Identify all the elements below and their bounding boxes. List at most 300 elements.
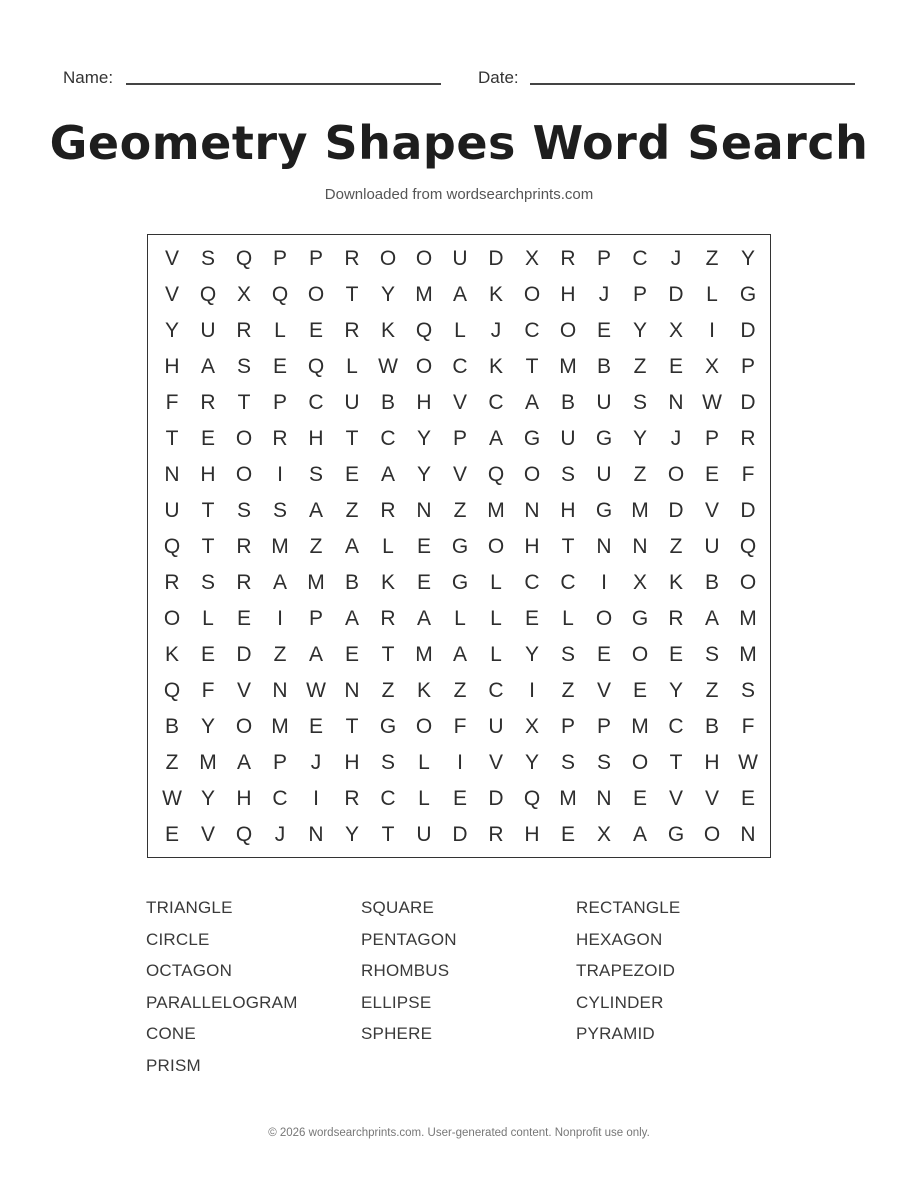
grid-letter[interactable]: R: [560, 247, 576, 270]
grid-letter[interactable]: L: [454, 319, 466, 342]
grid-letter[interactable]: Z: [345, 499, 359, 522]
grid-letter[interactable]: E: [632, 679, 647, 702]
grid-letter[interactable]: S: [308, 463, 323, 486]
grid-letter[interactable]: K: [668, 571, 683, 594]
grid-letter[interactable]: C: [488, 391, 504, 414]
name-field-line[interactable]: [126, 83, 441, 85]
grid-letter[interactable]: H: [704, 751, 720, 774]
grid-letter[interactable]: R: [344, 319, 360, 342]
grid-letter[interactable]: R: [200, 391, 216, 414]
grid-letter[interactable]: S: [740, 679, 755, 702]
grid-letter[interactable]: C: [308, 391, 324, 414]
name-label: Name:: [63, 68, 114, 87]
grid-letter[interactable]: G: [523, 427, 541, 450]
grid-letter[interactable]: U: [416, 823, 432, 846]
grid-letter[interactable]: A: [380, 463, 395, 486]
grid-letter[interactable]: U: [596, 463, 612, 486]
grid-letter[interactable]: V: [452, 463, 467, 486]
grid-letter[interactable]: O: [523, 463, 541, 486]
grid-letter[interactable]: Z: [273, 643, 287, 666]
grid-letter[interactable]: E: [416, 535, 431, 558]
grid-letter[interactable]: N: [344, 679, 360, 702]
grid-letter[interactable]: X: [632, 571, 647, 594]
grid-letter[interactable]: N: [668, 391, 684, 414]
grid-letter[interactable]: H: [236, 787, 252, 810]
grid-letter[interactable]: Q: [235, 823, 253, 846]
grid-letter[interactable]: G: [379, 715, 397, 738]
grid-letter[interactable]: T: [345, 427, 359, 450]
grid-letter[interactable]: O: [415, 715, 433, 738]
grid-letter[interactable]: U: [344, 391, 360, 414]
grid-letter[interactable]: O: [379, 247, 397, 270]
grid-letter[interactable]: W: [738, 751, 758, 774]
grid-letter[interactable]: D: [236, 643, 252, 666]
grid-letter[interactable]: Y: [524, 751, 539, 774]
grid-letter[interactable]: O: [487, 535, 505, 558]
grid-letter[interactable]: A: [524, 391, 539, 414]
grid-letter[interactable]: A: [308, 499, 323, 522]
grid-letter[interactable]: T: [669, 751, 683, 774]
grid-letter[interactable]: H: [308, 427, 324, 450]
grid-letter[interactable]: R: [164, 571, 180, 594]
grid-letter[interactable]: O: [595, 607, 613, 630]
grid-letter[interactable]: G: [595, 499, 613, 522]
grid-letter[interactable]: H: [344, 751, 360, 774]
grid-letter[interactable]: Z: [381, 679, 395, 702]
grid-letter[interactable]: E: [236, 607, 251, 630]
puzzle-grid: [154, 241, 766, 853]
grid-letter[interactable]: T: [237, 391, 251, 414]
grid-letter[interactable]: P: [596, 247, 611, 270]
grid-letter[interactable]: C: [272, 787, 288, 810]
grid-letter[interactable]: P: [308, 247, 323, 270]
grid-letter[interactable]: N: [596, 787, 612, 810]
grid-letter[interactable]: E: [308, 319, 323, 342]
grid-letter[interactable]: W: [162, 787, 182, 810]
grid-letter[interactable]: Y: [416, 463, 431, 486]
grid-letter[interactable]: E: [272, 355, 287, 378]
grid-letter[interactable]: A: [200, 355, 215, 378]
grid-letter[interactable]: V: [200, 823, 215, 846]
grid-letter[interactable]: N: [416, 499, 432, 522]
grid-letter[interactable]: C: [380, 427, 396, 450]
grid-letter[interactable]: Q: [307, 355, 325, 378]
grid-letter[interactable]: J: [598, 283, 610, 306]
grid-letter[interactable]: M: [559, 787, 577, 810]
grid-letter[interactable]: K: [380, 571, 395, 594]
grid-letter[interactable]: M: [307, 571, 325, 594]
grid-letter[interactable]: L: [346, 355, 358, 378]
grid-letter[interactable]: O: [235, 715, 253, 738]
grid-letter[interactable]: L: [490, 571, 502, 594]
grid-letter[interactable]: P: [704, 427, 719, 450]
grid-letter[interactable]: N: [740, 823, 756, 846]
grid-letter[interactable]: M: [631, 715, 649, 738]
grid-letter[interactable]: R: [740, 427, 756, 450]
grid-letter[interactable]: J: [274, 823, 286, 846]
grid-letter[interactable]: S: [236, 355, 251, 378]
grid-letter[interactable]: D: [668, 283, 684, 306]
grid-letter[interactable]: Q: [163, 679, 181, 702]
grid-letter[interactable]: X: [524, 247, 539, 270]
grid-letter[interactable]: V: [668, 787, 683, 810]
grid-letter[interactable]: E: [416, 571, 431, 594]
grid-letter[interactable]: T: [525, 355, 539, 378]
grid-letter[interactable]: Y: [344, 823, 359, 846]
grid-letter[interactable]: H: [524, 823, 540, 846]
grid-letter[interactable]: B: [380, 391, 395, 414]
grid-letter[interactable]: M: [559, 355, 577, 378]
grid-letter[interactable]: Y: [740, 247, 755, 270]
grid-letter[interactable]: U: [560, 427, 576, 450]
grid-letter[interactable]: V: [164, 283, 179, 306]
grid-letter[interactable]: Y: [524, 643, 539, 666]
grid-letter[interactable]: I: [529, 679, 535, 702]
grid-letter[interactable]: M: [415, 283, 433, 306]
grid-letter[interactable]: Q: [523, 787, 541, 810]
grid-letter[interactable]: T: [381, 643, 395, 666]
grid-letter[interactable]: E: [668, 643, 683, 666]
word-list-item: CYLINDER: [576, 992, 664, 1012]
grid-letter[interactable]: Q: [271, 283, 289, 306]
grid-letter[interactable]: A: [452, 283, 467, 306]
grid-letter[interactable]: W: [378, 355, 398, 378]
grid-letter[interactable]: M: [487, 499, 505, 522]
grid-letter[interactable]: O: [415, 355, 433, 378]
word-list-item: RHOMBUS: [361, 961, 450, 981]
grid-letter[interactable]: R: [272, 427, 288, 450]
grid-letter[interactable]: D: [740, 391, 756, 414]
grid-letter[interactable]: F: [453, 715, 467, 738]
grid-letter[interactable]: O: [703, 823, 721, 846]
grid-letter[interactable]: K: [488, 283, 503, 306]
grid-letter[interactable]: P: [308, 607, 323, 630]
grid-letter[interactable]: A: [488, 427, 503, 450]
grid-letter[interactable]: B: [596, 355, 611, 378]
grid-letter[interactable]: G: [451, 535, 469, 558]
grid-letter[interactable]: V: [704, 787, 719, 810]
grid-letter[interactable]: Y: [380, 283, 395, 306]
grid-letter[interactable]: E: [668, 355, 683, 378]
grid-letter[interactable]: M: [415, 643, 433, 666]
grid-letter[interactable]: D: [740, 319, 756, 342]
grid-letter[interactable]: Y: [632, 319, 647, 342]
grid-letter[interactable]: T: [345, 715, 359, 738]
grid-letter[interactable]: F: [201, 679, 215, 702]
grid-letter[interactable]: M: [631, 499, 649, 522]
grid-letter[interactable]: N: [308, 823, 324, 846]
grid-letter[interactable]: D: [488, 247, 504, 270]
grid-letter[interactable]: E: [632, 787, 647, 810]
grid-letter[interactable]: X: [524, 715, 539, 738]
grid-letter[interactable]: U: [200, 319, 216, 342]
grid-letter[interactable]: I: [601, 571, 607, 594]
grid-letter[interactable]: P: [632, 283, 647, 306]
grid-letter[interactable]: Y: [668, 679, 683, 702]
grid-letter[interactable]: N: [632, 535, 648, 558]
grid-letter[interactable]: P: [560, 715, 575, 738]
grid-letter[interactable]: I: [277, 463, 283, 486]
grid-letter[interactable]: H: [164, 355, 180, 378]
grid-letter[interactable]: I: [313, 787, 319, 810]
grid-letter[interactable]: O: [235, 427, 253, 450]
grid-letter[interactable]: A: [236, 751, 251, 774]
grid-letter[interactable]: E: [596, 643, 611, 666]
grid-letter[interactable]: B: [560, 391, 575, 414]
grid-letter[interactable]: E: [704, 463, 719, 486]
grid-letter[interactable]: L: [706, 283, 718, 306]
word-list-item: PRISM: [146, 1055, 201, 1075]
grid-letter[interactable]: R: [344, 247, 360, 270]
grid-letter[interactable]: F: [741, 463, 755, 486]
grid-letter[interactable]: A: [704, 607, 719, 630]
grid-letter[interactable]: D: [668, 499, 684, 522]
grid-letter[interactable]: G: [595, 427, 613, 450]
grid-letter[interactable]: O: [559, 319, 577, 342]
grid-letter[interactable]: Y: [164, 319, 179, 342]
grid-letter[interactable]: U: [452, 247, 468, 270]
grid-letter[interactable]: X: [668, 319, 683, 342]
grid-letter[interactable]: S: [704, 643, 719, 666]
grid-letter[interactable]: O: [631, 751, 649, 774]
grid-letter[interactable]: E: [200, 643, 215, 666]
grid-letter[interactable]: C: [452, 355, 468, 378]
grid-letter[interactable]: N: [164, 463, 180, 486]
grid-letter[interactable]: V: [488, 751, 503, 774]
grid-letter[interactable]: S: [380, 751, 395, 774]
grid-letter[interactable]: G: [631, 607, 649, 630]
grid-letter[interactable]: A: [308, 643, 323, 666]
grid-letter[interactable]: V: [236, 679, 251, 702]
grid-letter[interactable]: L: [418, 787, 430, 810]
grid-letter[interactable]: Z: [561, 679, 575, 702]
grid-letter[interactable]: R: [488, 823, 504, 846]
grid-letter[interactable]: I: [277, 607, 283, 630]
grid-letter[interactable]: H: [416, 391, 432, 414]
grid-letter[interactable]: Y: [200, 715, 215, 738]
grid-letter[interactable]: S: [560, 643, 575, 666]
grid-letter[interactable]: E: [344, 463, 359, 486]
grid-letter[interactable]: X: [596, 823, 611, 846]
grid-letter[interactable]: R: [236, 319, 252, 342]
grid-letter[interactable]: N: [596, 535, 612, 558]
grid-letter[interactable]: V: [596, 679, 611, 702]
grid-letter[interactable]: F: [741, 715, 755, 738]
grid-letter[interactable]: Q: [235, 247, 253, 270]
grid-letter[interactable]: Z: [633, 463, 647, 486]
grid-letter[interactable]: E: [344, 643, 359, 666]
grid-letter[interactable]: N: [272, 679, 288, 702]
grid-letter[interactable]: Z: [705, 247, 719, 270]
grid-letter[interactable]: P: [596, 715, 611, 738]
grid-letter[interactable]: U: [704, 535, 720, 558]
grid-letter[interactable]: I: [709, 319, 715, 342]
grid-letter[interactable]: T: [381, 823, 395, 846]
grid-letter[interactable]: G: [667, 823, 685, 846]
grid-letter[interactable]: O: [739, 571, 757, 594]
grid-letter[interactable]: F: [165, 391, 179, 414]
grid-letter[interactable]: B: [164, 715, 179, 738]
grid-letter[interactable]: X: [704, 355, 719, 378]
grid-letter[interactable]: L: [490, 643, 502, 666]
grid-letter[interactable]: J: [670, 247, 682, 270]
grid-letter[interactable]: R: [236, 535, 252, 558]
grid-letter[interactable]: E: [452, 787, 467, 810]
grid-letter[interactable]: V: [704, 499, 719, 522]
grid-letter[interactable]: E: [740, 787, 755, 810]
grid-letter[interactable]: S: [560, 463, 575, 486]
grid-letter[interactable]: H: [560, 499, 576, 522]
grid-letter[interactable]: Q: [739, 535, 757, 558]
grid-letter[interactable]: A: [452, 643, 467, 666]
grid-letter[interactable]: M: [199, 751, 217, 774]
grid-letter[interactable]: L: [454, 607, 466, 630]
grid-letter[interactable]: Y: [632, 427, 647, 450]
grid-letter[interactable]: Y: [200, 787, 215, 810]
grid-letter[interactable]: W: [702, 391, 722, 414]
grid-letter[interactable]: Z: [453, 679, 467, 702]
word-list: [146, 898, 791, 1088]
grid-letter[interactable]: A: [416, 607, 431, 630]
grid-letter[interactable]: S: [596, 751, 611, 774]
grid-letter[interactable]: B: [704, 571, 719, 594]
date-field-line[interactable]: [530, 83, 855, 85]
grid-letter[interactable]: C: [560, 571, 576, 594]
grid-letter[interactable]: D: [740, 499, 756, 522]
grid-letter[interactable]: Z: [669, 535, 683, 558]
word-list-item: OCTAGON: [146, 961, 233, 981]
grid-letter[interactable]: C: [524, 571, 540, 594]
grid-letter[interactable]: L: [274, 319, 286, 342]
grid-letter[interactable]: O: [523, 283, 541, 306]
grid-letter[interactable]: M: [271, 715, 289, 738]
grid-letter[interactable]: T: [201, 499, 215, 522]
grid-letter[interactable]: Z: [453, 499, 467, 522]
grid-letter[interactable]: I: [457, 751, 463, 774]
grid-letter[interactable]: Q: [163, 535, 181, 558]
grid-letter[interactable]: A: [632, 823, 647, 846]
grid-letter[interactable]: E: [596, 319, 611, 342]
grid-letter[interactable]: A: [344, 607, 359, 630]
grid-letter[interactable]: E: [200, 427, 215, 450]
grid-letter[interactable]: S: [272, 499, 287, 522]
grid-letter[interactable]: Z: [165, 751, 179, 774]
grid-letter[interactable]: Y: [416, 427, 431, 450]
grid-letter[interactable]: O: [667, 463, 685, 486]
grid-letter[interactable]: L: [382, 535, 394, 558]
grid-letter[interactable]: D: [488, 787, 504, 810]
grid-letter[interactable]: C: [524, 319, 540, 342]
grid-letter[interactable]: T: [165, 427, 179, 450]
grid-letter[interactable]: X: [236, 283, 251, 306]
grid-letter[interactable]: E: [164, 823, 179, 846]
grid-letter[interactable]: V: [164, 247, 179, 270]
grid-letter[interactable]: Q: [199, 283, 217, 306]
grid-letter[interactable]: G: [451, 571, 469, 594]
grid-letter[interactable]: J: [310, 751, 322, 774]
grid-letter[interactable]: N: [524, 499, 540, 522]
grid-letter[interactable]: L: [490, 607, 502, 630]
grid-letter[interactable]: A: [344, 535, 359, 558]
grid-letter[interactable]: T: [561, 535, 575, 558]
grid-letter[interactable]: E: [560, 823, 575, 846]
grid-letter[interactable]: Z: [633, 355, 647, 378]
grid-letter[interactable]: V: [452, 391, 467, 414]
grid-letter[interactable]: U: [596, 391, 612, 414]
grid-letter[interactable]: D: [452, 823, 468, 846]
grid-letter[interactable]: Q: [415, 319, 433, 342]
grid-letter[interactable]: U: [164, 499, 180, 522]
grid-letter[interactable]: S: [632, 391, 647, 414]
grid-letter[interactable]: C: [668, 715, 684, 738]
grid-letter[interactable]: O: [631, 643, 649, 666]
grid-letter[interactable]: K: [416, 679, 431, 702]
grid-letter[interactable]: P: [452, 427, 467, 450]
grid-letter[interactable]: K: [164, 643, 179, 666]
grid-letter[interactable]: C: [632, 247, 648, 270]
grid-letter[interactable]: P: [272, 247, 287, 270]
grid-letter[interactable]: O: [415, 247, 433, 270]
grid-letter[interactable]: L: [562, 607, 574, 630]
grid-letter[interactable]: H: [524, 535, 540, 558]
grid-letter[interactable]: A: [272, 571, 287, 594]
grid-letter[interactable]: G: [739, 283, 757, 306]
grid-letter[interactable]: M: [739, 607, 757, 630]
grid-letter[interactable]: L: [418, 751, 430, 774]
grid-letter[interactable]: U: [488, 715, 504, 738]
grid-letter[interactable]: W: [306, 679, 326, 702]
grid-letter[interactable]: E: [524, 607, 539, 630]
grid-letter[interactable]: R: [236, 571, 252, 594]
grid-letter[interactable]: R: [344, 787, 360, 810]
grid-letter[interactable]: H: [200, 463, 216, 486]
grid-letter[interactable]: L: [202, 607, 214, 630]
grid-letter[interactable]: S: [200, 571, 215, 594]
grid-letter[interactable]: R: [380, 607, 396, 630]
page-subtitle: Downloaded from wordsearchprints.com: [324, 186, 594, 203]
grid-letter[interactable]: T: [345, 283, 359, 306]
grid-letter[interactable]: P: [272, 751, 287, 774]
grid-letter[interactable]: O: [163, 607, 181, 630]
grid-letter[interactable]: Z: [705, 679, 719, 702]
grid-letter[interactable]: P: [272, 391, 287, 414]
grid-letter[interactable]: C: [488, 679, 504, 702]
grid-letter[interactable]: R: [668, 607, 684, 630]
grid-letter[interactable]: M: [739, 643, 757, 666]
grid-letter[interactable]: J: [670, 427, 682, 450]
grid-letter[interactable]: B: [704, 715, 719, 738]
grid-letter[interactable]: S: [236, 499, 251, 522]
grid-letter[interactable]: Z: [309, 535, 323, 558]
grid-letter[interactable]: Q: [487, 463, 505, 486]
grid-letter[interactable]: T: [201, 535, 215, 558]
grid-letter[interactable]: O: [235, 463, 253, 486]
grid-letter[interactable]: S: [560, 751, 575, 774]
grid-letter[interactable]: P: [740, 355, 755, 378]
word-list-item: CONE: [146, 1024, 196, 1044]
grid-letter[interactable]: O: [307, 283, 325, 306]
grid-letter[interactable]: H: [560, 283, 576, 306]
grid-letter[interactable]: R: [380, 499, 396, 522]
grid-letter[interactable]: E: [308, 715, 323, 738]
grid-letter[interactable]: S: [200, 247, 215, 270]
grid-letter[interactable]: J: [490, 319, 502, 342]
grid-letter[interactable]: K: [380, 319, 395, 342]
grid-letter[interactable]: K: [488, 355, 503, 378]
grid-letter[interactable]: M: [271, 535, 289, 558]
grid-letter[interactable]: B: [344, 571, 359, 594]
grid-letter[interactable]: C: [380, 787, 396, 810]
